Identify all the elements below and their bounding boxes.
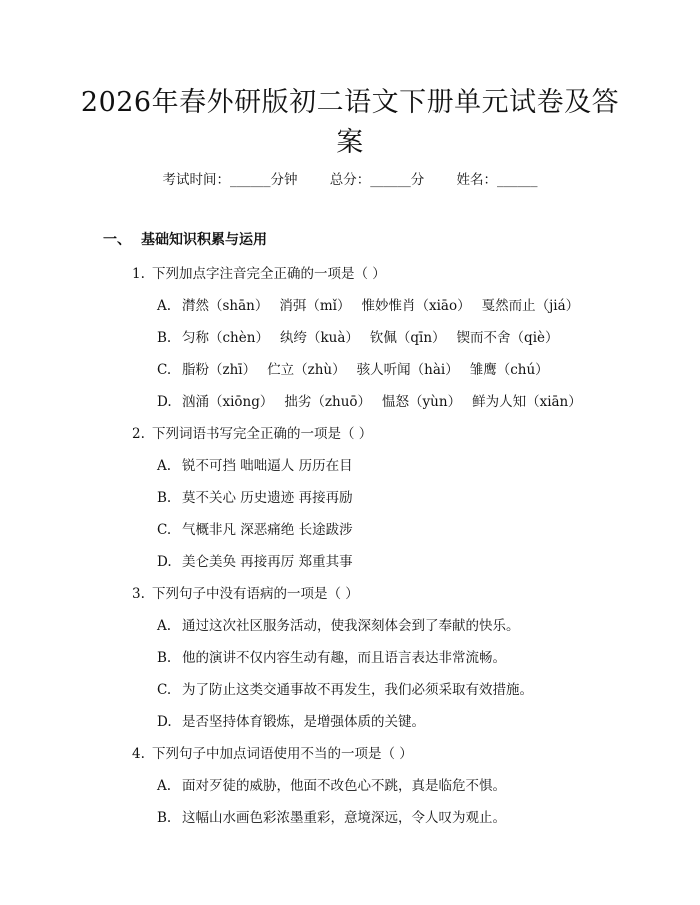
option-d xyxy=(157,390,593,410)
question-text: 下列词语书写完全正确的一项是（ ） xyxy=(152,426,373,442)
title-line-1: 2026年春外研版初二语文下册单元试卷及答 xyxy=(80,87,620,118)
option-text: 潸然（shān） xyxy=(182,298,269,314)
section-heading xyxy=(103,229,267,249)
option-letter: A. xyxy=(157,298,172,314)
option-a xyxy=(157,614,531,634)
option-letter: D. xyxy=(157,394,172,410)
page-title xyxy=(60,83,640,163)
option-d xyxy=(157,710,436,730)
option-text: 骇人听闻（hài） xyxy=(356,362,459,378)
option-letter: A. xyxy=(157,618,172,634)
question-text: 下列句子中没有语病的一项是（ ） xyxy=(152,586,359,602)
option-text: 锐不可挡 咄咄逼人 历历在目 xyxy=(182,458,353,474)
question-1 xyxy=(132,262,386,282)
exam-time-field: 考试时间：______分钟 xyxy=(162,172,298,188)
option-letter: A. xyxy=(157,458,172,474)
option-letter: B. xyxy=(157,490,172,506)
option-letter: D. xyxy=(157,714,172,730)
option-b xyxy=(157,646,517,666)
question-text: 下列加点字注音完全正确的一项是（ ） xyxy=(152,266,386,282)
option-text: 汹涌（xiōng） xyxy=(182,394,274,410)
option-letter: C. xyxy=(157,522,172,538)
option-c xyxy=(157,518,364,538)
option-text: 莫不关心 历史遗迹 再接再励 xyxy=(182,490,353,506)
exam-meta xyxy=(0,168,700,188)
option-text: 匀称（chèn） xyxy=(182,330,269,346)
question-text: 下列句子中加点词语使用不当的一项是（ ） xyxy=(152,746,413,762)
option-text: 通过这次社区服务活动，使我深刻体会到了奉献的快乐。 xyxy=(182,618,520,634)
section-label: 基础知识积累与运用 xyxy=(141,232,267,248)
option-text: 拙劣（zhuō） xyxy=(284,394,372,410)
option-letter: C. xyxy=(157,682,172,698)
option-text: 伫立（zhù） xyxy=(267,362,346,378)
option-a xyxy=(157,294,590,314)
question-2 xyxy=(132,422,372,442)
question-number: 3. xyxy=(132,586,145,602)
option-text: 纨绔（kuà） xyxy=(279,330,359,346)
option-c xyxy=(157,678,544,698)
total-score-field: 总分：______分 xyxy=(329,172,425,188)
option-text: 这幅山水画色彩浓墨重彩，意境深远，令人叹为观止。 xyxy=(182,810,506,826)
option-a xyxy=(157,454,364,474)
title-line-2: 案 xyxy=(336,127,364,158)
name-field: 姓名：______ xyxy=(456,172,538,188)
option-text: 他的演讲不仅内容生动有趣，而且语言表达非常流畅。 xyxy=(182,650,506,666)
option-text: 愠怒（yùn） xyxy=(382,394,462,410)
option-text: 戛然而止（jiá） xyxy=(481,298,580,314)
option-text: 美仑美奂 再接再厉 郑重其事 xyxy=(182,554,353,570)
option-text: 惟妙惟肖（xiāo） xyxy=(361,298,471,314)
question-3 xyxy=(132,582,359,602)
option-b xyxy=(157,486,364,506)
option-text: 是否坚持体育锻炼，是增强体质的关键。 xyxy=(182,714,425,730)
option-text: 锲而不舍（qiè） xyxy=(456,330,559,346)
option-text: 气概非凡 深恶痛绝 长途跋涉 xyxy=(182,522,353,538)
option-text: 面对歹徒的威胁，他面不改色心不跳，真是临危不惧。 xyxy=(182,778,506,794)
question-number: 2. xyxy=(132,426,145,442)
option-text: 脂粉（zhī） xyxy=(182,362,257,378)
option-letter: C. xyxy=(157,362,172,378)
option-a xyxy=(157,774,517,794)
option-letter: B. xyxy=(157,330,172,346)
option-letter: B. xyxy=(157,810,172,826)
option-text: 钦佩（qīn） xyxy=(369,330,446,346)
option-b xyxy=(157,326,570,346)
option-letter: D. xyxy=(157,554,172,570)
option-letter: B. xyxy=(157,650,172,666)
option-text: 消弭（mǐ） xyxy=(279,298,351,314)
option-b xyxy=(157,806,517,826)
option-d xyxy=(157,550,364,570)
option-letter: A. xyxy=(157,778,172,794)
question-4 xyxy=(132,742,413,762)
section-number: 一、 xyxy=(103,232,131,248)
option-text: 为了防止这类交通事故不再发生，我们必须采取有效措施。 xyxy=(182,682,533,698)
question-number: 1. xyxy=(132,266,145,282)
option-text: 鲜为人知（xiān） xyxy=(472,394,582,410)
option-text: 雏鹰（chú） xyxy=(469,362,549,378)
question-number: 4. xyxy=(132,746,145,762)
option-c xyxy=(157,358,560,378)
